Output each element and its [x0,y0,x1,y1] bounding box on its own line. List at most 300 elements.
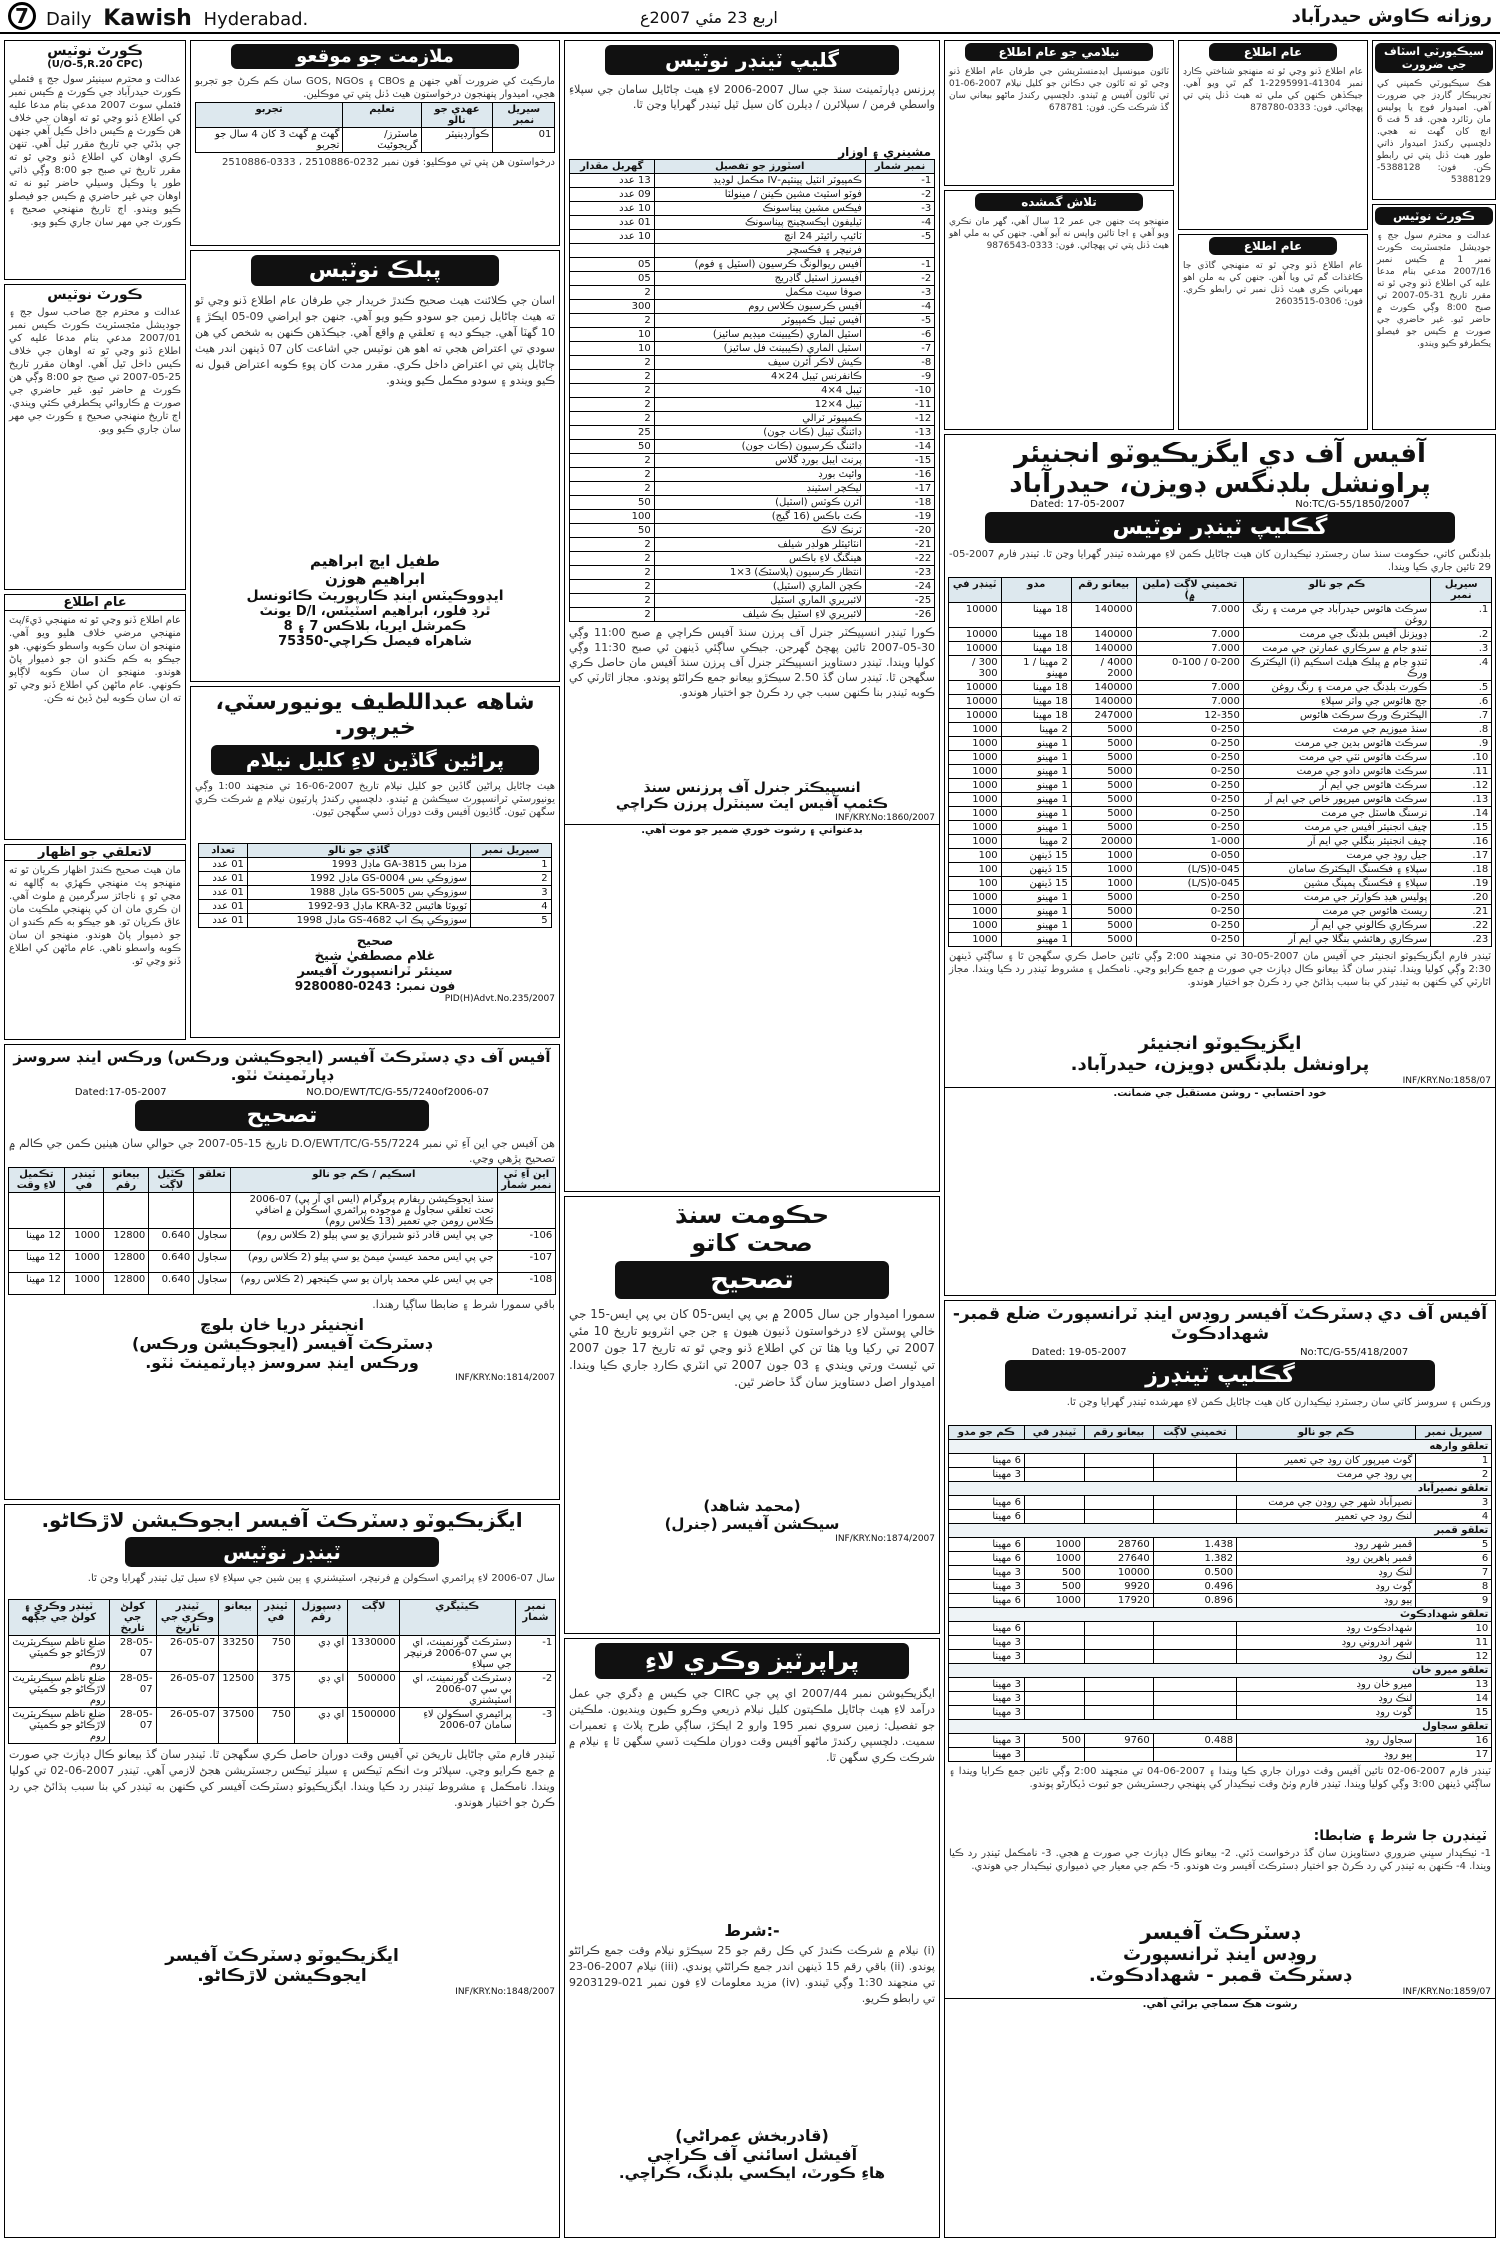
roads-cell: 28760 [1085,1538,1154,1552]
edu-cell: 28-05-07 [109,1636,156,1672]
items-cell: 50 [569,440,654,454]
roads-cell: 6 مهينا [948,1538,1024,1552]
works-cell [65,1193,104,1229]
roads-cell [1085,1678,1154,1692]
items-cell: ڪچن الماري (اسٽيل) [654,580,865,594]
edu-sig-2: ايجوڪيشن لاڙڪاڻو. [197,1966,367,1986]
job-cell: گهٽ ۾ گهٽ 3 کان 4 سال جو تجربو [195,128,343,153]
items-cell: 2 [569,566,654,580]
disown-body: مان هيٺ صحيح ڪندڙ اظهار ڪريان ٿو ته منهنجو پٽ منهنجي ڪهڙي به ڳالهه نه مڃي ٿو ۽ ناجائز سرگرمين ۾ ملوث آهي. ان ڪري مان ان کي پنهنجي ملڪيت مان عاق ڪريان ٿو. هو جيڪو به ڪم ڪندو ان جو ذميوار پاڻ هوندو. منهنجو ان سان ڪوبه واسطو ناهي. عام ماڻهن کي اطلاع ڏنو وڃي ٿو. [9,865,181,967]
works-cell: 12 مهينا [8,1251,64,1273]
job-header-cell: سيريل نمبر [493,103,555,128]
edu-cell: ڊسٽرڪٽ گورنمينٽ، اي بي سي 07-2006 فرنيچر جي سپلاءِ [399,1636,515,1672]
exec-cell: 10000 [948,695,1001,709]
property-sale [564,1638,940,2238]
exec-cell: سرڪٽ هائوس جي ايم آر [1243,779,1430,793]
roads-cell [1153,1454,1236,1468]
works-sig-2: ڊسٽرڪٽ آفيسر (ايجوڪيشن ورڪس) [132,1334,432,1353]
roads-cell: 10000 [1085,1566,1154,1580]
items-cell: 23- [865,566,934,580]
roads-cell [1024,1468,1084,1482]
exec-cell: 0-250 [1136,821,1243,835]
exec-cell: 1000 [948,779,1001,793]
items-row [569,216,935,230]
exec-engineer-tender [944,434,1496,1296]
health-title-2: صحت کاتو [565,1229,939,1257]
auction-cell: 5 [471,914,552,928]
exec-cell: 1000 [1071,849,1136,863]
prisons-tender [564,40,940,1192]
edu-cell: 1330000 [348,1636,400,1672]
roads-row [948,1636,1492,1650]
works-intro: هن آفيس جي اين آءِ ٽي نمبر D.O/EWT/TC/G-55/7224 تاريخ 15-05-2007 جي حوالي سان هيٺين ڪمن جي ڪالم ۾ تصحيح پڙهي وڃي. [9,1137,555,1165]
exec-cell: 1000 [948,737,1001,751]
works-cell [8,1193,64,1229]
prisons-tender-sub: مشينري ۽ اوزار [565,145,939,159]
roads-section-name: تعلقو ميرو خان [948,1664,1492,1678]
exec-cell: 1000 [948,723,1001,737]
roads-cell: 1000 [1024,1538,1084,1552]
roads-cell: ميرو خان روڊ [1237,1678,1416,1692]
roads-sig-3: ڊسٽرڪٽ قمبر - شهدادڪوٽ. [1088,1965,1352,1986]
roads-section-name: تعلقو نصيرآباد [948,1482,1492,1496]
exec-cell: 140000 [1071,603,1136,628]
works-banner: تصحيح [135,1100,429,1131]
roads-cell: 6 مهينا [948,1594,1024,1608]
exec-cell: 0-045(L/S) [1136,877,1243,891]
roads-cell [1085,1622,1154,1636]
roads-cell: 12 [1416,1650,1492,1664]
exec-cell: 7.000 [1136,628,1243,642]
exec-cell: 0-250 [1136,779,1243,793]
exec-cell: 5000 [1071,737,1136,751]
edu-table [8,1599,556,1744]
exec-cell: 1000 [1071,877,1136,891]
roads-cell [1085,1650,1154,1664]
items-cell: 13 عدد [569,174,654,188]
lost-body: منهنجو پٽ جنهن جي عمر 12 سال آهي، گهر مان نڪري ويو آهي ۽ اڃا تائين واپس نه آيو آهي. جنهن کي به ملي اهو هيٺ ڏنل پتي تي پهچائي. فون: 0333-9876543 [949,217,1169,251]
works-cell: سجاول [194,1251,231,1273]
exec-cell: 18 مهينا [1001,628,1071,642]
disown-title: لاتعلقي جو اظهار [5,845,185,861]
items-cell: 2 [569,384,654,398]
exec-cell: 18 مهينا [1001,603,1071,628]
items-cell: 13- [865,426,934,440]
exec-cell: 0-250 [1136,919,1243,933]
auction-row [199,858,551,872]
exec-sig-2: پراونشل بلڊنگس ڊويزن، حيدرآباد. [1070,1054,1370,1075]
roads-row [948,1538,1492,1552]
works-title: آفيس آف دي ڊسٽرڪٽ آفيسر (ايجوڪيشن ورڪس) ورڪس اينڊ سروسز ڊپارٽمينٽ ٺٽو. [5,1045,559,1087]
exec-cell: سرڪٽ هائوس حيدرآباد جي مرمت ۽ رنگ روغن [1243,603,1430,628]
exec-cell: جج هائوس جي واٽر سپلاءِ [1243,695,1430,709]
exec-cell: سرڪاري ڪالوني جي ايم آر [1243,919,1430,933]
prisons-tender-body: ڪورا ٽينڊر انسپيڪٽر جنرل آف پرزن سنڌ آفيس ڪراچي ۾ صبح 11:00 وڳي 30-05-2007 تائين پهچڻ گهرجن. جيڪي ساڳئي ڏينهن ئي صبح 11:30 وڳي کوليا ويندا. ٽينڊر دستاويز انسپيڪٽر جنرل آف پرزن سنڌ آفيس مان حاصل ڪري سگهجن ٿا. ٽينڊر سان گڏ 2.50 سيڪڙو بيعانو جمع ڪرائڻو پوندو. مجاز اٿارٽي کي ڪوبه ٽينڊر بنا ڪنهن سبب جي رد ڪرڻ جو اختيار هوندو. [569,626,936,699]
health-banner: تصحيح [615,1261,889,1299]
items-cell: 01 عدد [569,216,654,230]
exec-cell: 12. [1431,779,1492,793]
items-row [569,314,935,328]
roads-section-row [948,1608,1492,1622]
exec-cell: 13. [1431,793,1492,807]
roads-cell: 3 مهينا [948,1706,1024,1720]
court-notice-3-title: ڪورٽ نوٽيس [1375,207,1493,225]
roads-cell: 3 مهينا [948,1566,1024,1580]
items-cell: 4- [865,300,934,314]
items-cell: 15- [865,454,934,468]
prisons-sig-1: انسپيڪٽر جنرل آف پرزنس سنڌ [643,780,861,796]
exec-cell: 5000 [1071,751,1136,765]
items-cell: 9- [865,370,934,384]
exec-row [948,891,1492,905]
items-cell: 8- [865,356,934,370]
roads-banner: گڪليپ ٽينڊرز [1005,1360,1435,1391]
items-header-cell: نمبر شمار [865,160,934,174]
exec-cell: 1000 [948,891,1001,905]
works-cell: 0.640 [149,1229,194,1251]
exec-cell: 12-350 [1136,709,1243,723]
exec-table [948,577,1493,947]
auction-row [199,872,551,886]
items-cell: 18- [865,496,934,510]
exec-cell: ٽنڊو جام ۾ پبلڪ هيلٿ اسڪيم (i) اليڪٽرڪ ورڪ [1243,656,1430,681]
health-body: سمورا اميدوار جن سال 2005 ۾ بي پي ايس-05 کان بي پي ايس-15 جي خالي پوسٽن لاءِ درخواستون ڏنيون هيون ۽ جن جي انٽرويو تاريخ 10 مئي 2007 تي رکيا ويا هئا تن کي اطلاع ڏنو وڃي ٿو ته تاريخ 17 جون 2007 تي ٽيسٽ ورتي ويندي ۽ 03 جون 2007 تي انٽري ڪارڊ جاري ڪيا ويندا. اميدوار اصل دستاويز سان گڏ حاضر ٿين. [569,1307,935,1389]
exec-ref: INF/KRY.No:1858/07 [1402,1076,1491,1086]
items-row [569,608,935,622]
auction-row [199,900,551,914]
exec-cell: 0-200 / 0-100 [1136,656,1243,681]
roads-header-cell: تخميني لاڳت [1153,1426,1236,1440]
works-ref-row [5,1087,559,1098]
exec-cell: 23. [1431,933,1492,947]
exec-cell: 1 مهينو [1001,765,1071,779]
exec-cell: 15 ڏينهن [1001,849,1071,863]
roads-row [948,1692,1492,1706]
exec-cell: 11. [1431,765,1492,779]
works-row [8,1229,555,1251]
exec-cell: 10000 [948,642,1001,656]
exec-cell: 100 [948,849,1001,863]
exec-cell: 1000 [948,919,1001,933]
roads-cell [1085,1706,1154,1720]
exec-cell: 0-250 [1136,905,1243,919]
exec-cell: 10000 [948,603,1001,628]
items-cell: فرنيچر ۽ فڪسچر [654,244,865,258]
roads-cell: 16 [1416,1734,1492,1748]
roads-cell: 27640 [1085,1552,1154,1566]
items-cell: 19- [865,510,934,524]
works-cell: سجاول [194,1273,231,1295]
roads-cell [1085,1510,1154,1524]
public-sig-1: طفيل ايچ ابراهيم [310,552,440,570]
works-ref-date: Dated:17-05-2007 [74,1087,167,1098]
exec-banner: گڪليپ ٽينڊر نوٽيس [985,512,1455,543]
exec-row [948,723,1492,737]
property-sig-1: (قادربخش عمراڻي) [675,2126,829,2145]
roads-cell: لنڪ روڊ [1237,1692,1416,1706]
roads-cell [1153,1510,1236,1524]
roads-header-cell: ٽينڊر في [1024,1426,1084,1440]
works-body-text: باقي سمورا شرط ۽ ضابطا ساڳيا رهندا. [372,1298,555,1311]
exec-cell: 21. [1431,905,1492,919]
items-cell: 25- [865,594,934,608]
edu-cell: 750 [258,1636,295,1672]
roads-cell: 9760 [1085,1734,1154,1748]
public-sig-4: ٿرڊ فلور، ابراهيم اسٽيٽس، D/I يونٽ [259,604,491,619]
court-notice-1 [4,40,186,280]
items-row [569,174,935,188]
items-header-cell: گهربل مقدار [569,160,654,174]
roads-cell: 6 مهينا [948,1454,1024,1468]
works-header-cell: تڪميل لاءِ وقت [8,1168,64,1193]
auction-cell: 01 عدد [199,872,248,886]
health-ref: INF/KRY.No:1874/2007 [835,1534,935,1544]
exec-cell: نرسنگ هاسٽل جي مرمت [1243,807,1430,821]
roads-header-cell: ڪم جو نالو [1237,1426,1416,1440]
job-cell: ڪوآرڊينيٽر [421,128,493,153]
roads-cell: 9920 [1085,1580,1154,1594]
exec-cell: 1 مهينو [1001,751,1071,765]
roads-row [948,1496,1492,1510]
roads-cell: 7 [1416,1566,1492,1580]
exec-cell: 1000 [948,793,1001,807]
roads-cell [1024,1496,1084,1510]
exec-cell: 15. [1431,821,1492,835]
roads-header-cell: سيريل نمبر [1416,1426,1492,1440]
disown-notice [4,844,186,1040]
roads-cell [1153,1622,1236,1636]
items-cell: ٽيليفون ايڪسچينج پيناسونڪ [654,216,865,230]
job-cell: 01 [493,128,555,153]
edu-row [8,1672,555,1708]
roads-section-row [948,1482,1492,1496]
court-notice-1-body: عدالت و محترم سينيئر سول جج ۽ فئملي ڪورٽ حيدرآباد جي ڪورٽ ۾ ڪيس نمبر فئملي سوٽ 2007 مدعي بنام مدعا عليه کي اطلاع ڏنو وڃي ٿو ته اوهان جي خلاف هن ڪورٽ ۾ ڪيس داخل ڪيل آهي جنهن جي ٻڌڻي جي تاريخ مقرر ٿيل آهي. تنهن ڪري اوهان کي اطلاع ڏنو وڃي ٿو ته مقرر تاريخ تي صبح جو 8:00 وڳي ذاتي طور يا وڪيل وسيلي حاضر ٿيو نه ته اوهان جي غير حاضري ۾ ڪيس جو فيصلو ڪيو ويندو. اڄ تاريخ منهنجي صحيح ۽ ڪورٽ جي مهر سان جاري ڪيو ويو. [9,74,181,228]
roads-cell [1085,1496,1154,1510]
roads-cell: 6 مهينا [948,1622,1024,1636]
items-cell: 300 [569,300,654,314]
edu-cell: 26-05-07 [156,1636,219,1672]
items-cell: اسٽيل الماري (ڪيبينٽ ميڊيم سائيز) [654,328,865,342]
items-row [569,328,935,342]
roads-cell: 3 مهينا [948,1580,1024,1594]
exec-cell: 1 مهينو [1001,821,1071,835]
items-cell: آئرن ڪوٽس (اسٽيل) [654,496,865,510]
items-cell: ڊائننگ ٽيبل (ڪاٺ جون) [654,426,865,440]
exec-cell: 18 مهينا [1001,681,1071,695]
exec-cell: 1. [1431,603,1492,628]
roads-cell: 1 [1416,1454,1492,1468]
roads-row [948,1580,1492,1594]
exec-row [948,919,1492,933]
edu-cell: پرائيمري اسڪولن لاءِ سامان 07-2006 [399,1708,515,1744]
items-row [569,440,935,454]
roads-cell: 3 مهينا [948,1468,1024,1482]
exec-cell: 1000 [948,933,1001,947]
items-cell: 2 [569,482,654,496]
auction-body: هيٺ ڄاڻايل پراڻين گاڏين جو کليل نيلام تاريخ 2007-06-16 تي منجهند 1:00 وڳي يونيورسٽي ٽرانسپورٽ سيڪشن ۾ ٿيندو. دلچسپي رکندڙ پارٽيون نيلام ۾ شرڪت ڪري سگهن ٿيون. گاڏيون آفيس وقت دوران ڏسي سگهجن ٿيون. [195,781,555,818]
exec-header-cell: ٽينڊر في [948,578,1001,603]
roads-section-row [948,1524,1492,1538]
works-row [8,1251,555,1273]
job-cell: ماسٽرز/گريجوئيٽ [343,128,421,153]
roads-row [948,1510,1492,1524]
exec-cell: 2 مهينا [1001,835,1071,849]
exec-cell: 10000 [948,681,1001,695]
auction-cell: سوزوڪي بس GS-0004 ماڊل 1992 [247,872,470,886]
exec-cell: 6. [1431,695,1492,709]
edu-cell: 375 [258,1672,295,1708]
exec-cell: 2 مهينا [1001,723,1071,737]
exec-cell: 10000 [948,709,1001,723]
edu-sig-1: ايگزيڪيوٽو ڊسٽرڪٽ آفيسر [165,1946,399,1966]
edu-cell: ضلع ناظم سيڪريٽريٽ لاڙڪاڻو جو ڪميٽي روم [8,1672,109,1708]
auction-header-cell: سيريل نمبر [471,844,552,858]
works-cell: 12800 [103,1251,148,1273]
items-row [569,496,935,510]
exec-cell: 140000 [1071,681,1136,695]
exec-row [948,603,1492,628]
exec-cell: 140000 [1071,642,1136,656]
roads-cell: 1000 [1024,1594,1084,1608]
roads-foot: رشوت هڪ سماجي برائي آهي. [945,1998,1495,2010]
exec-cell: 0-250 [1136,723,1243,737]
works-cell: 0.640 [149,1251,194,1273]
exec-cell: 1000 [1071,863,1136,877]
works-cell: 0.640 [149,1273,194,1295]
edu-row [8,1636,555,1672]
public-sig-5: ڪمرشل ايريا، بلاڪس 7 ۽ 8 [283,619,467,634]
lost-person [944,190,1174,430]
exec-body: ٽينڊر فارم ايگزيڪيوٽو انجنيئر جي آفيس مان 2007-05-30 تي منجهند 2:00 وڳي تائين حاصل ڪري سگهجن ٿا ۽ ساڳئي ڏينهن 2:30 وڳي کوليا ويندا. ٽينڊر سان گڏ بيعانو ڪال ڊپازٽ جي صورت ۾ جمع ڪرايو وڃي. نامڪمل ۽ مشروط ٽينڊر رد ڪيا ويندا. مجاز اٿارٽي کي ڪنهن به ٽينڊر کي بنا سبب ٻڌائڻ جي رد ڪرڻ جو اختيار هوندو. [949,951,1491,988]
auction-cell: 01 عدد [199,914,248,928]
auction-cell: سوزوڪي پڪ اپ GS-4682 ماڊل 1998 [247,914,470,928]
roads-cell [1085,1636,1154,1650]
exec-cell: 1 مهينو [1001,737,1071,751]
items-cell: 2 [569,552,654,566]
exec-row [948,779,1492,793]
job-header-cell: عهدي جو نالو [421,103,493,128]
court-notice-1-title: ڪورٽ نوٽيس [5,41,185,59]
public-notice-2-title: عام اطلاع [1209,43,1337,61]
exec-cell: 1 مهينو [1001,891,1071,905]
roads-row [948,1566,1492,1580]
roads-section-name: تعلقو سجاول [948,1720,1492,1734]
edu-header-cell: ڊسپوزل رقم [294,1600,347,1636]
exec-cell: 10000 [948,628,1001,642]
masthead-name: Kawish [103,6,192,31]
exec-cell: 5. [1431,681,1492,695]
roads-ref-no: No:TC/G-55/418/2007 [1300,1347,1409,1358]
public-notice-body: اسان جي ڪلائنٽ هيٺ صحيح ڪندڙ خريدار جي طرفان عام اطلاع ڏنو وڃي ٿو ته هيٺ ڄاڻايل زمين جو سودو ڪيو ويو آهي. جنهن جو ايراضي 09-05 ايڪڙ ۽ 10 گهٽا آهي. جيڪو ديه ۽ تعلقي ۾ واقع آهي. جيڪڏهن ڪنهن به شخص کي هن سودي تي اعتراض هجي ته اهو هن نوٽيس جي اشاعت کان 07 ڏينهن اندر هيٺ ڄاڻايل پتي تي اعتراض داخل ڪري. مقرر مدت کان پوءِ ڪوبه اعتراض قبول نه ڪيو ويندو ۽ سودو مڪمل ڪيو ويندو. [195,294,555,387]
exec-cell: 7.000 [1136,642,1243,656]
items-cell: 26- [865,608,934,622]
roads-cell [1085,1454,1154,1468]
items-cell: 2 [569,580,654,594]
items-cell: اسٽيل الماري (ڪيبينٽ فل سائيز) [654,342,865,356]
auction-cell: ٽويوٽا هائيس KRA-32 ماڊل 93-1992 [247,900,470,914]
edu-cell: 37500 [219,1708,258,1744]
items-cell: وائيٽ بورڊ [654,468,865,482]
roads-cell: 8 [1416,1580,1492,1594]
exec-cell: 1000 [948,821,1001,835]
exec-cell: 5000 [1071,821,1136,835]
roads-cell: 6 مهينا [948,1510,1024,1524]
prisons-ref: INF/KRY.No:1860/2007 [835,813,935,823]
items-row [569,356,935,370]
works-cell: 12800 [103,1229,148,1251]
items-cell: 2 [569,398,654,412]
auction-cell: 1 [471,858,552,872]
works-ref-no: NO.DO/EWT/TC/G-55/7240of2006-07 [306,1087,490,1098]
roads-section-name: تعلقو شهدادڪوٽ [948,1608,1492,1622]
exec-cell: 22. [1431,919,1492,933]
items-row [569,202,935,216]
edu-cell: 28-05-07 [109,1672,156,1708]
exec-cell: 19. [1431,877,1492,891]
items-cell: 11- [865,398,934,412]
exec-row [948,628,1492,642]
roads-row [948,1454,1492,1468]
works-ref: INF/KRY.No:1814/2007 [455,1373,555,1383]
items-row [569,552,935,566]
roads-body-text: ٽينڊر فارم 2007-06-02 تائين آفيس وقت دوران جاري ڪيا ويندا ۽ 2007-06-04 تي منجهند 2:00 وڳي تائين جمع ڪرايا ويندا ۽ ساڳئي ڏينهن 3:00 وڳي کوليا ويندا. ٽينڊر فارم وٺڻ وقت ٺيڪيدار کي پنهنجي رجسٽريشن جو ثبوت ڏيکارڻو پوندو. [949,1766,1491,1790]
items-cell: هينگنگ لاءِ باڪس [654,552,865,566]
job-intro: مارڪيٽ کي ضرورت آهي جنهن ۾ CBOs ۽ GOS, NGOs سان ڪم ڪرڻ جو تجربو هجي، اميدوار پنهنجون درخواستون هيٺ ڏنل پتي تي موڪلين. [195,76,556,100]
works-table [8,1167,556,1295]
roads-cell: 500 [1024,1566,1084,1580]
roads-cond-title: ٽينڊرن جا شرط ۽ ضابطا: [945,1828,1495,1844]
exec-cell: اليڪٽرڪ ورڪ سرڪٽ هائوس [1243,709,1430,723]
items-cell: 6- [865,328,934,342]
roads-cell [1085,1748,1154,1762]
roads-cell: شهدادڪوٽ روڊ [1237,1622,1416,1636]
items-cell: ڪانفرنس ٽيبل 24×4 [654,370,865,384]
items-cell: پرنٽ ايبل بورڊ گلاس [654,454,865,468]
works-correction [4,1044,560,1500]
exec-cell: 2 مهينا / 1 مهينو [1001,656,1071,681]
edu-cell: 28-05-07 [109,1708,156,1744]
exec-row [948,933,1492,947]
university-title: شاهه عبداللطيف يونيورسٽي، خيرپور. [191,687,559,743]
works-cell: 1000 [65,1251,104,1273]
roads-cell: 0.500 [1153,1566,1236,1580]
exec-row [948,877,1492,891]
auction-table [198,843,551,928]
exec-cell: 0-050 [1136,849,1243,863]
public-notice-col1-title: عام اطلاع [5,595,185,611]
edu-cell: ڊسٽرڪٽ گورنمينٽ، اي بي سي 07-2006 اسٽيشنري [399,1672,515,1708]
auction-cell: سوزوڪي بس GS-5005 ماڊل 1988 [247,886,470,900]
exec-cell: 17. [1431,849,1492,863]
prisons-tender-intro: پرزنس ڊپارٽمينٽ سنڌ جي سال 2007-2006 لاءِ هيٺ ڄاڻايل سامان جي سپلاءِ واسطي فرمن / سپلائرن / ڊيلرن کان سيل ٿيل ٽينڊر گهرايا وڃن ٿا. [569,83,935,111]
exec-title-2: پراونشل بلڊنگس ڊويزن، حيدرآباد [945,469,1495,499]
roads-cell: لنڪ روڊ [1237,1650,1416,1664]
works-cell: 108- [497,1273,556,1295]
court-notice-2-title: ڪورٽ نوٽيس [5,285,185,303]
items-cell: 05 [569,258,654,272]
items-cell: ٽيبل 4×12 [654,398,865,412]
edu-header-cell: ڪيٽيگري [399,1600,515,1636]
items-cell: ڪٽ باڪس (16 گيج) [654,510,865,524]
items-cell: 16- [865,468,934,482]
auction-sig-3: سينئر ٽرانسپورٽ آفيسر [297,964,453,979]
auction-ref: PID(H)Advt.No.235/2007 [444,994,555,1004]
roads-cell: 17920 [1085,1594,1154,1608]
public-sig-3: ايڊووڪيٽس اينڊ ڪارپوريٽ ڪائونسل [246,588,504,604]
exec-row [948,905,1492,919]
items-row [569,524,935,538]
exec-cell: 18 مهينا [1001,695,1071,709]
